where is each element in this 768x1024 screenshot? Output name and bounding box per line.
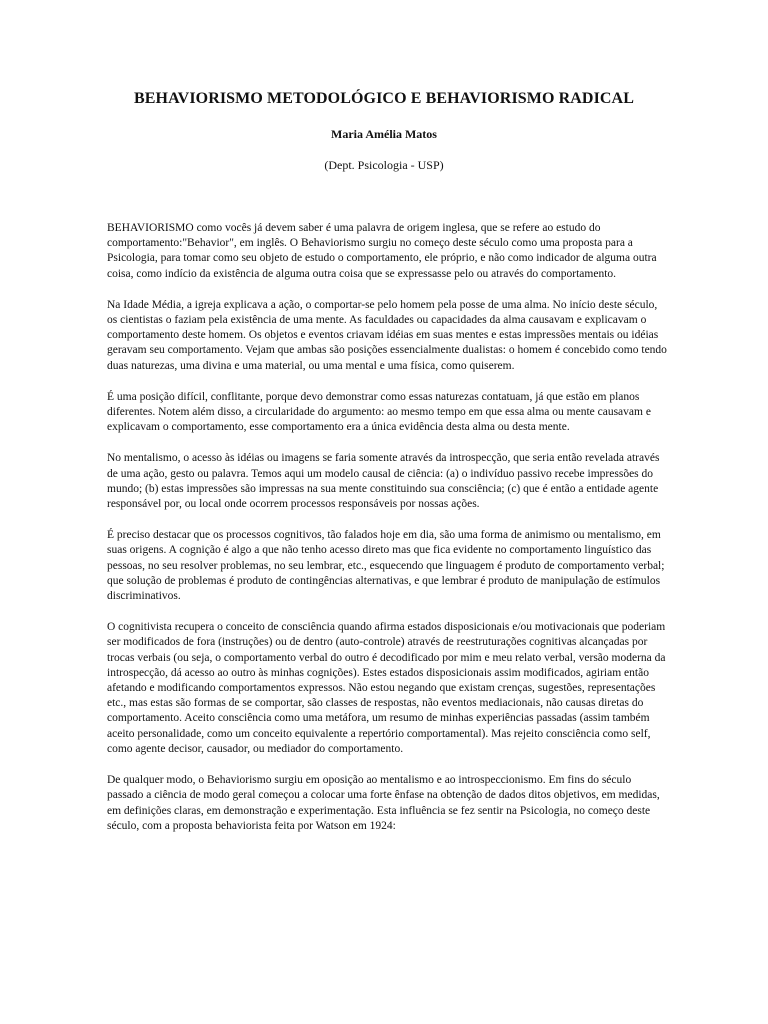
- body-paragraph: No mentalismo, o acesso às idéias ou imagens se faria somente através da introspecção, que seria então revelada através de uma ação, gesto ou palavra. Temos aqui um modelo causal de ciência: (a) o indivíduo passivo recebe impressões do mundo; (b) estas impressões são impressas na sua mente constituindo sua consciência; (c) que é então a entidade agente responsável por, ou local onde ocorrem processos responsáveis por nossas ações.: [107, 452, 660, 511]
- body-paragraph: De qualquer modo, o Behaviorismo surgiu em oposição ao mentalismo e ao introspeccionismo. Em fins do século passado a ciência de modo geral começou a colocar uma forte ênfase na obtenção de dados ditos objetivos, em medidas, em definições claras, em demonstração e experimentação. Esta influência se fez sentir na Psicologia, no começo deste século, com a proposta behaviorista feita por Watson em 1924:: [107, 774, 660, 832]
- body-paragraph: BEHAVIORISMO como vocês já devem saber é uma palavra de origem inglesa, que se refere ao estudo do comportamento:"Behavior", em inglês. O Behaviorismo surgiu no começo deste século como uma proposta para a Psicologia, para tomar como seu objeto de estudo o comportamento, ele próprio, e não como indicador de alguma outra coisa, como indício da existência de alguma outra coisa que se expressasse pelo ou através do comportamento.: [107, 222, 657, 280]
- document-title: BEHAVIORISMO METODOLÓGICO E BEHAVIORISMO RADICAL: [133, 90, 634, 107]
- author-name: Maria Amélia Matos: [331, 127, 437, 141]
- body-paragraph: O cognitivista recupera o conceito de consciência quando afirma estados disposicionais e/ou motivacionais que poderiam ser modificados de fora (instruções) ou de dentro (auto-controle) através de reestruturações cognitivas alcançadas por trocas verbais (ou seja, o comportamento verbal do outro é decodificado por mim e meu relato verbal, versão moderna da introspecção, dá acesso ao outro às minhas cognições). Estes estados disposicionais assim modificados, agiriam então afetando e modificando comportamentos expressos. Não estou negando que existam crenças, sugestões, representações etc., mas estas são formas de se comportar, são classes de respostas, não eventos mediacionais, não causas diretas do comportamento. Aceito consciência como uma metáfora, um resumo de minhas experiências passadas (assim também aceito personalidade, como um conceito equivalente a repertório comportamental). Mas rejeito consciência como self, como agente decisor, causador, ou mediador do comportamento.: [107, 621, 666, 755]
- body-paragraph: É uma posição difícil, conflitante, porque devo demonstrar como essas naturezas contatuam, já que estão em planos diferentes. Notem além disso, a circularidade do argumento: ao mesmo tempo em que essa alma ou mente causavam e explicavam o comportamento, esse comportamento era a única evidência desta alma ou desta mente.: [107, 390, 651, 434]
- author-affiliation: (Dept. Psicologia - USP): [324, 158, 444, 172]
- body-paragraph: Na Idade Média, a igreja explicava a ação, o comportar-se pelo homem pela posse de uma alma. No início deste século, os cientistas o faziam pela existência de uma mente. As faculdades ou capacidades da alma causavam e explicavam o comportamento deste homem. Os objetos e eventos criavam idéias em suas mentes e estas impressões mentais ou idéias geravam seu comportamento. Vejam que ambas são posições essencialmente dualistas: o homem é concebido como tendo duas naturezas, uma divina e uma material, ou uma mental e uma física, como quiserem.: [107, 298, 667, 372]
- document-body: [107, 221, 667, 850]
- body-paragraph: É preciso destacar que os processos cognitivos, tão falados hoje em dia, são uma forma de animismo ou mentalismo, em suas origens. A cognição é algo a que não tenho acesso direto mas que fica evidente no comportamento linguístico das pessoas, no seu resolver problemas, no seu lembrar, etc., esquecendo que linguagem é produto de comportamento verbal; que solução de problemas é produto de contingências alternativas, e que lembrar é produto de manipulação de estímulos discriminativos.: [107, 529, 665, 603]
